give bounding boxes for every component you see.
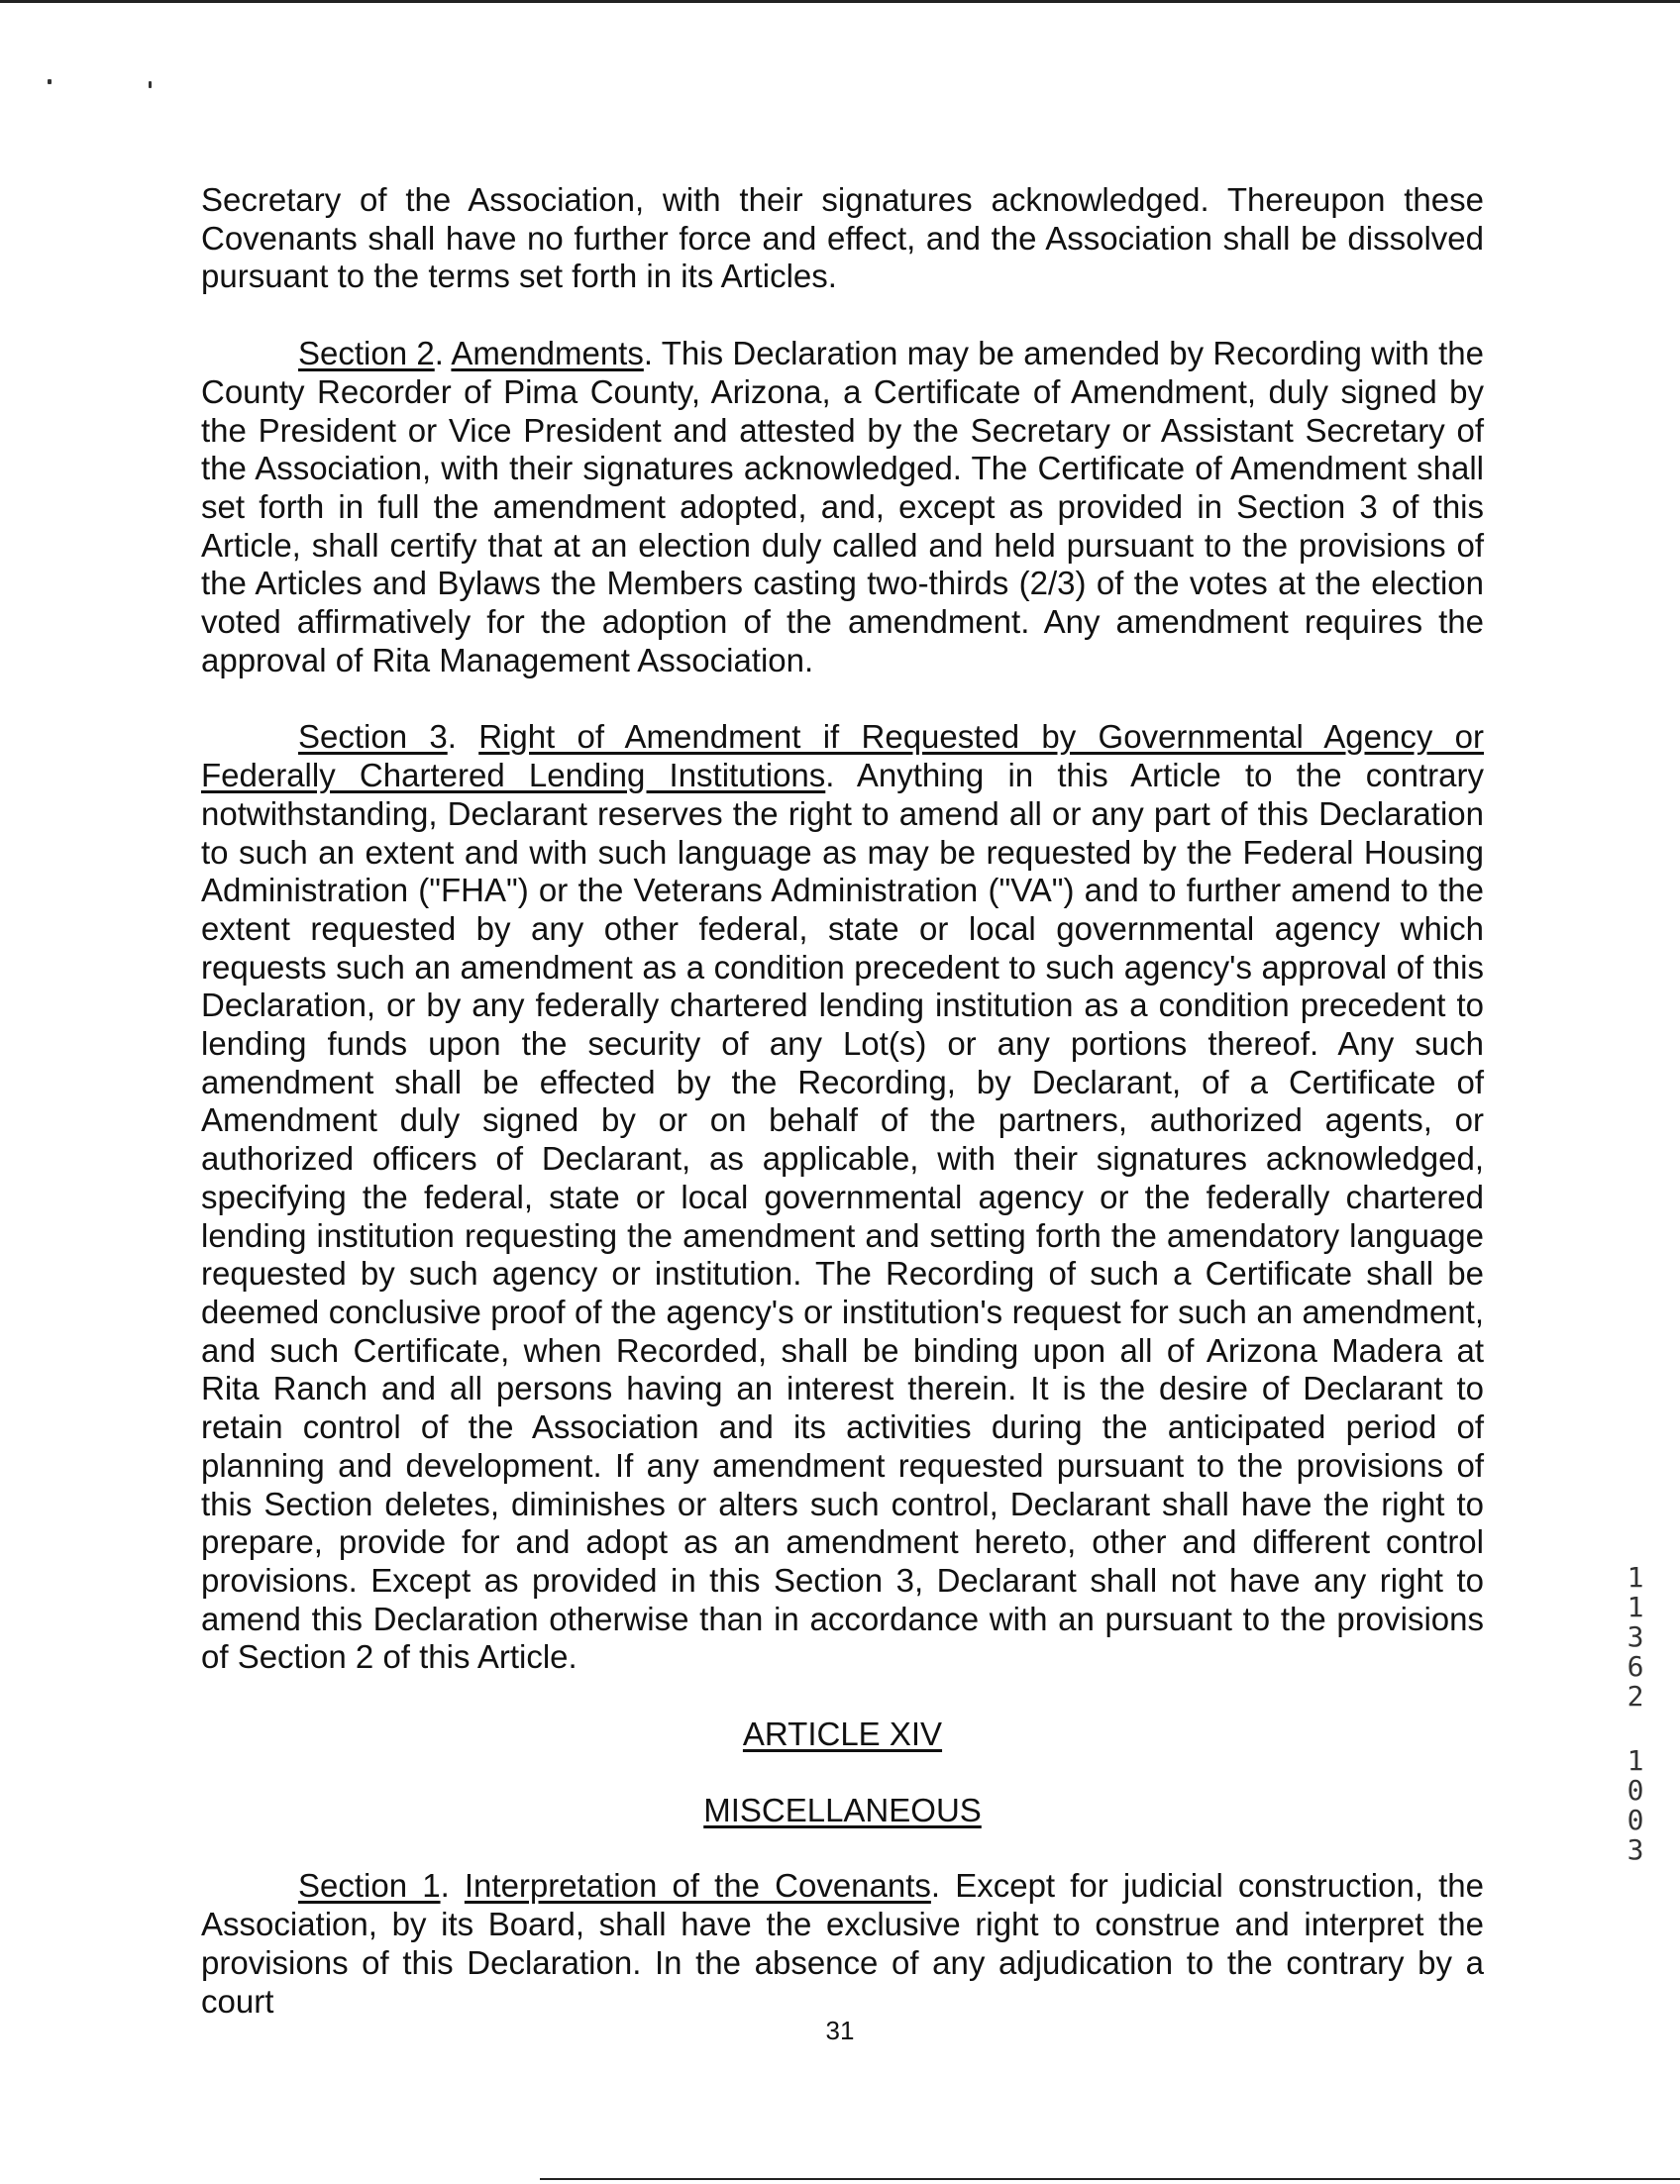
bottom-scan-edge	[540, 2178, 1680, 2180]
stamp-character: 3	[1627, 1833, 1644, 1866]
page-number: 31	[825, 2016, 855, 2045]
article-number: ARTICLE XIV	[742, 1716, 943, 1753]
document-body	[201, 181, 1484, 2021]
paragraph-continuation	[201, 181, 1484, 296]
stamp-group-1	[1623, 1563, 1648, 1712]
section-2-label: Section 2	[298, 335, 435, 372]
scan-speck	[48, 79, 52, 84]
section-1-text: Except for judicial construction, the Association, by its Board, shall have the exclusive right to construe and interpret the provisions of this Declaration. In the absence of any adjudication to the contrary by a court	[201, 1867, 1485, 2020]
section-3-title: Right of Amendment if Requested by Governmental Agency or Federally Chartered Lending Institutions	[201, 718, 1484, 794]
stamp-character: 0	[1627, 1774, 1644, 1807]
scan-speck	[149, 81, 152, 88]
stamp-character: 2	[1627, 1680, 1644, 1713]
recording-stamp	[1623, 1563, 1648, 1865]
section-3-text: Anything in this Article to the contrary notwithstanding, Declarant reserves the right to amend all or any part of this Declaration to such an extent and with such language as may be requested by the Federal Housing Administration ("FHA") or the Veterans Administration ("VA") and to further amend to the extent requested by any other federal, state or local governmental agency which requests such an amendment as a condition precedent to such agency's approval of this Declaration, or by any federally chartered lending institution as a condition precedent to lending funds upon the security of any Lot(s) or any portions thereof. Any such amendment shall be effected by the Recording, by Declarant, of a Certificate of Amendment duly signed by or on behalf of the partners, authorized agents, or authorized officers of Declarant, as applicable, with their signatures acknowledged, specifying the federal, state or local governmental agency or the federally chartered lending institution requesting the amendment and setting forth the amendatory language requested by such agency or institution. The Recording of such a Certificate shall be deemed conclusive proof of the agency's or institution's request for such an amendment, and such Certificate, when Recorded, shall be binding upon all of Arizona Madera at Rita Ranch and all persons having an interest therein. It is the desire of Declarant to retain control of the Association and its activities during the anticipated period of planning and development. If any amendment requested pursuant to the provisions of this Section deletes, diminishes or alters such control, Declarant shall have the right to prepare, provide for and adopt as an amendment hereto, other and different control provisions. Except as provided in this Section 3, Declarant shall not have any right to amend this Declaration otherwise than in accordance with an pursuant to the provisions of Section 2 of this Article.	[201, 757, 1484, 1676]
stamp-character: 0	[1627, 1804, 1644, 1836]
section-3-label: Section 3	[298, 718, 448, 756]
stamp-group-2	[1623, 1746, 1648, 1865]
article-heading	[201, 1716, 1484, 1754]
paragraph-text: Secretary of the Association, with their signatures acknowledged. Thereupon these Covenants shall have no further force and effect, and the Association shall be dissolved pursuant to the terms set forth in its Articles.	[201, 181, 1484, 295]
article-14-section-1-paragraph: Section 1. Interpretation of the Covenants. Except for judicial construction, the Association, by its Board, shall have the exclusive right to construe and interpret the provisions of this Declaration. In the absence of any adjudication to the contrary by a court	[201, 1867, 1485, 2020]
stamp-character: 6	[1627, 1650, 1644, 1683]
article-title-heading	[201, 1792, 1484, 1830]
section-1-title: Interpretation of the Covenants	[464, 1867, 931, 1905]
stamp-character: 1	[1627, 1744, 1644, 1777]
article-title: MISCELLANEOUS	[703, 1791, 982, 1828]
section-2-title: Amendments	[451, 335, 644, 372]
stamp-character: 3	[1627, 1620, 1644, 1653]
stamp-character: 1	[1627, 1561, 1644, 1594]
section-1-label: Section 1	[298, 1867, 441, 1905]
section-2-paragraph: Section 2. Amendments. This Declaration may be amended by Recording with the County Recorder of Pima County, Arizona, a Certificate of Amendment, duly signed by the President or Vice President and attested by the Secretary or Assistant Secretary of the Association, with their signatures acknowledged. The Certificate of Amendment shall set forth in full the amendment adopted, and, except as provided in Section 3 of this Article, shall certify that at an election duly called and held pursuant to the provisions of the Articles and Bylaws the Members casting two-thirds (2/3) of the votes at the election voted affirmatively for the adoption of the amendment. Any amendment requires the approval of Rita Management Association.	[201, 335, 1485, 678]
top-scan-edge	[0, 0, 1680, 3]
section-3-paragraph: Section 3. Right of Amendment if Requested by Governmental Agency or Federally Chartered Lending Institutions. Anything in this Article to the contrary notwithstanding, Declarant reserves the right to amend all or any part of this Declaration to such an extent and with such language as may be requested by the Federal Housing Administration ("FHA") or the Veterans Administration ("VA") and to further amend to the extent requested by any other federal, state or local governmental agency which requests such an amendment as a condition precedent to such agency's approval of this Declaration, or by any federally chartered lending institution as a condition precedent to lending funds upon the security of any Lot(s) or any portions thereof. Any such amendment shall be effected by the Recording, by Declarant, of a Certificate of Amendment duly signed by or on behalf of the partners, authorized agents, or authorized officers of Declarant, as applicable, with their signatures acknowledged, specifying the federal, state or local governmental agency or the federally chartered lending institution requesting the amendment and setting forth the amendatory language requested by such agency or institution. The Recording of such a Certificate shall be deemed conclusive proof of the agency's or institution's request for such an amendment, and such Certificate, when Recorded, shall be binding upon all of Arizona Madera at Rita Ranch and all persons having an interest therein. It is the desire of Declarant to retain control of the Association and its activities during the anticipated period of planning and development. If any amendment requested pursuant to the provisions of this Section deletes, diminishes or alters such control, Declarant shall have the right to prepare, provide for and adopt as an amendment hereto, other and different control provisions. Except as provided in this Section 3, Declarant shall not have any right to amend this Declaration otherwise than in accordance with an pursuant to the provisions of Section 2 of this Article.	[201, 718, 1484, 1676]
stamp-character: 1	[1627, 1591, 1644, 1623]
section-2-text: This Declaration may be amended by Recording with the County Recorder of Pima County, Arizona, a Certificate of Amendment, duly signed by the President or Vice President and attested by the Secretary or Assistant Secretary of the Association, with their signatures acknowledged. The Certificate of Amendment shall set forth in full the amendment adopted, and, except as provided in Section 3 of this Article, shall certify that at an election duly called and held pursuant to the provisions of the Articles and Bylaws the Members casting two-thirds (2/3) of the votes at the election voted affirmatively for the adoption of the amendment. Any amendment requires the approval of Rita Management Association.	[201, 335, 1485, 678]
